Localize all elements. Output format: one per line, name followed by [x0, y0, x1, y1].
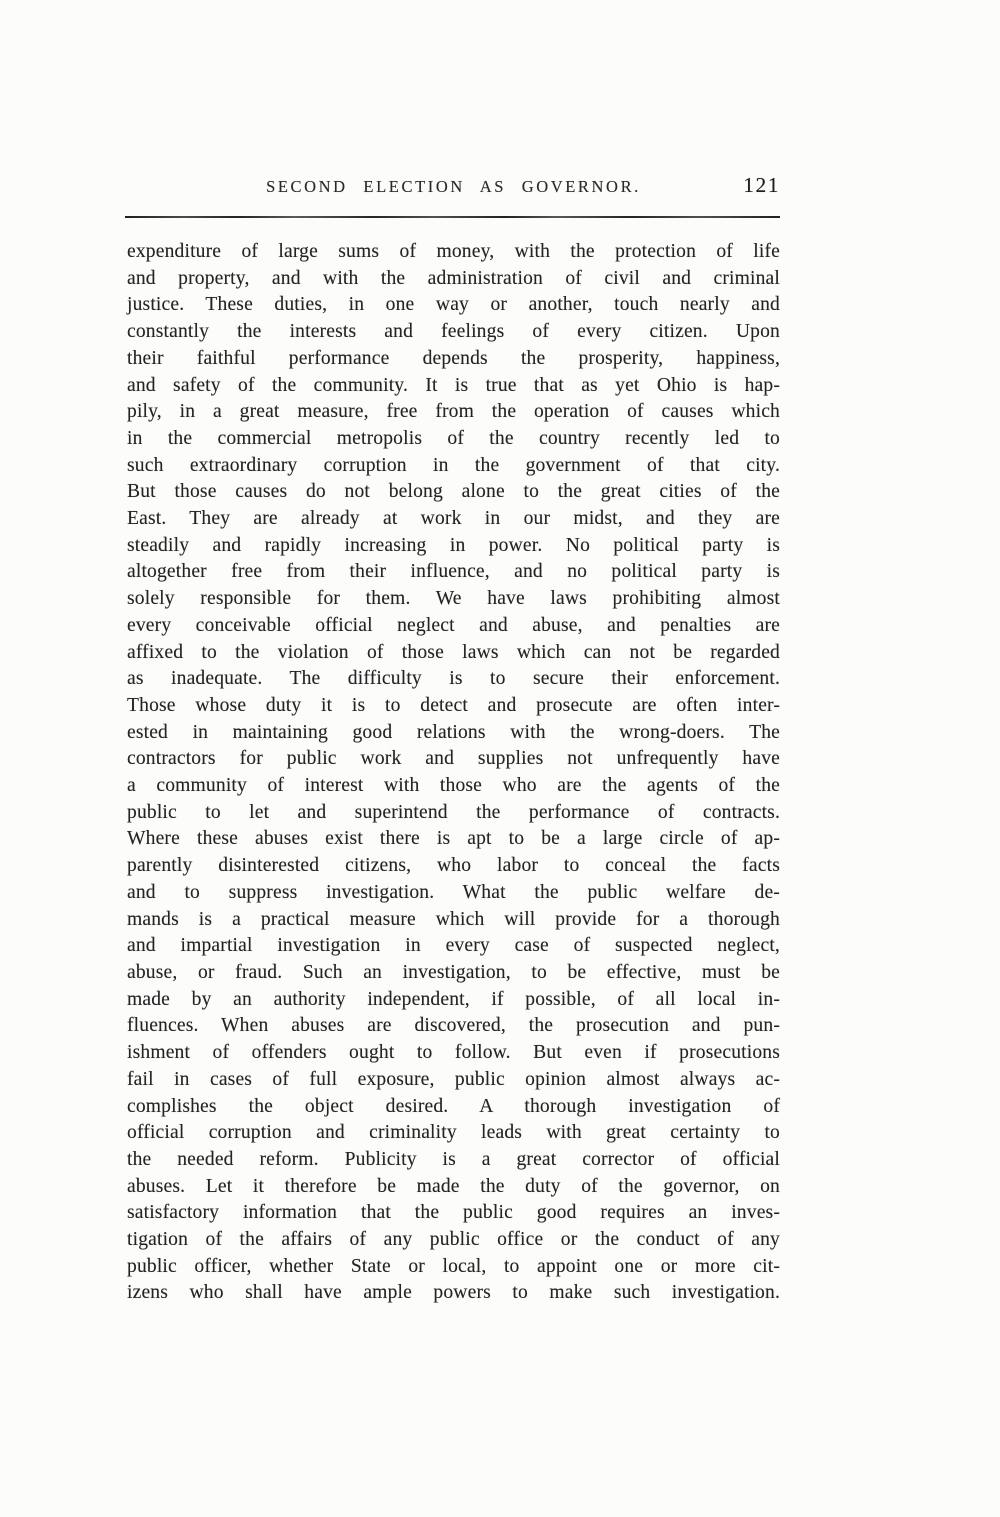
text-line: such extraordinary corruption in the government of that city. — [127, 454, 780, 476]
body-text — [127, 239, 780, 1307]
text-line: fluences. When abuses are discovered, the prosecution and pun- — [127, 1015, 780, 1037]
text-line: a community of interest with those who are the agents of the — [127, 775, 780, 797]
text-line: made by an authority independent, if possible, of all local in- — [127, 988, 780, 1010]
page-number: 121 — [743, 173, 780, 197]
header-rule — [125, 216, 780, 218]
text-line: and safety of the community. It is true that as yet Ohio is hap- — [127, 374, 780, 396]
text-line: abuse, or fraud. Such an investigation, to be effective, must be — [127, 961, 780, 983]
text-line: pily, in a great measure, free from the operation of causes which — [127, 401, 780, 423]
text-line: satisfactory information that the public good requires an inves- — [127, 1202, 780, 1224]
text-line: every conceivable official neglect and abuse, and penalties are — [127, 614, 780, 636]
text-line: solely responsible for them. We have laws prohibiting almost — [127, 588, 780, 610]
text-line: their faithful performance depends the prosperity, happiness, — [127, 347, 780, 369]
text-line: ishment of offenders ought to follow. But even if prosecutions — [127, 1042, 780, 1064]
text-line: and impartial investigation in every case of suspected neglect, — [127, 935, 780, 957]
text-line: public officer, whether State or local, to appoint one or more cit- — [127, 1255, 780, 1277]
text-line: in the commercial metropolis of the country recently led to — [127, 427, 780, 449]
text-line: complishes the object desired. A thorough investigation of — [127, 1095, 780, 1117]
text-line: fail in cases of full exposure, public opinion almost always ac- — [127, 1068, 780, 1090]
text-line: contractors for public work and supplies not unfrequently have — [127, 748, 780, 770]
text-line: affixed to the violation of those laws which can not be regarded — [127, 641, 780, 663]
page-header — [127, 173, 780, 203]
text-line: parently disinterested citizens, who labor to conceal the facts — [127, 855, 780, 877]
text-line: justice. These duties, in one way or another, touch nearly and — [127, 294, 780, 316]
text-line: public to let and superintend the performance of contracts. — [127, 801, 780, 823]
text-line: as inadequate. The difficulty is to secure their enforcement. — [127, 668, 780, 690]
text-line: and to suppress investigation. What the public welfare de- — [127, 881, 780, 903]
text-line: abuses. Let it therefore be made the duty of the governor, on — [127, 1175, 780, 1197]
text-line: tigation of the affairs of any public office or the conduct of any — [127, 1229, 780, 1251]
text-line: Where these abuses exist there is apt to be a large circle of ap- — [127, 828, 780, 850]
text-line: official corruption and criminality leads with great certainty to — [127, 1122, 780, 1144]
text-line: constantly the interests and feelings of every citizen. Upon — [127, 321, 780, 343]
text-line: Those whose duty it is to detect and prosecute are often inter- — [127, 694, 780, 716]
running-header-title: SECOND ELECTION AS GOVERNOR. — [266, 177, 641, 196]
text-line: East. They are already at work in our midst, and they are — [127, 508, 780, 530]
text-line: the needed reform. Publicity is a great corrector of official — [127, 1148, 780, 1170]
text-line: But those causes do not belong alone to the great cities of the — [127, 481, 780, 503]
text-line: expenditure of large sums of money, with the protection of life — [127, 241, 780, 262]
text-line: and property, and with the administration of civil and criminal — [127, 267, 780, 289]
text-line: altogether free from their influence, and no political party is — [127, 561, 780, 583]
text-line: izens who shall have ample powers to make such investigation. — [127, 1282, 780, 1304]
text-line: ested in maintaining good relations with the wrong-doers. The — [127, 721, 780, 743]
text-line: mands is a practical measure which will provide for a thorough — [127, 908, 780, 930]
text-line: steadily and rapidly increasing in power. No political party is — [127, 534, 780, 556]
